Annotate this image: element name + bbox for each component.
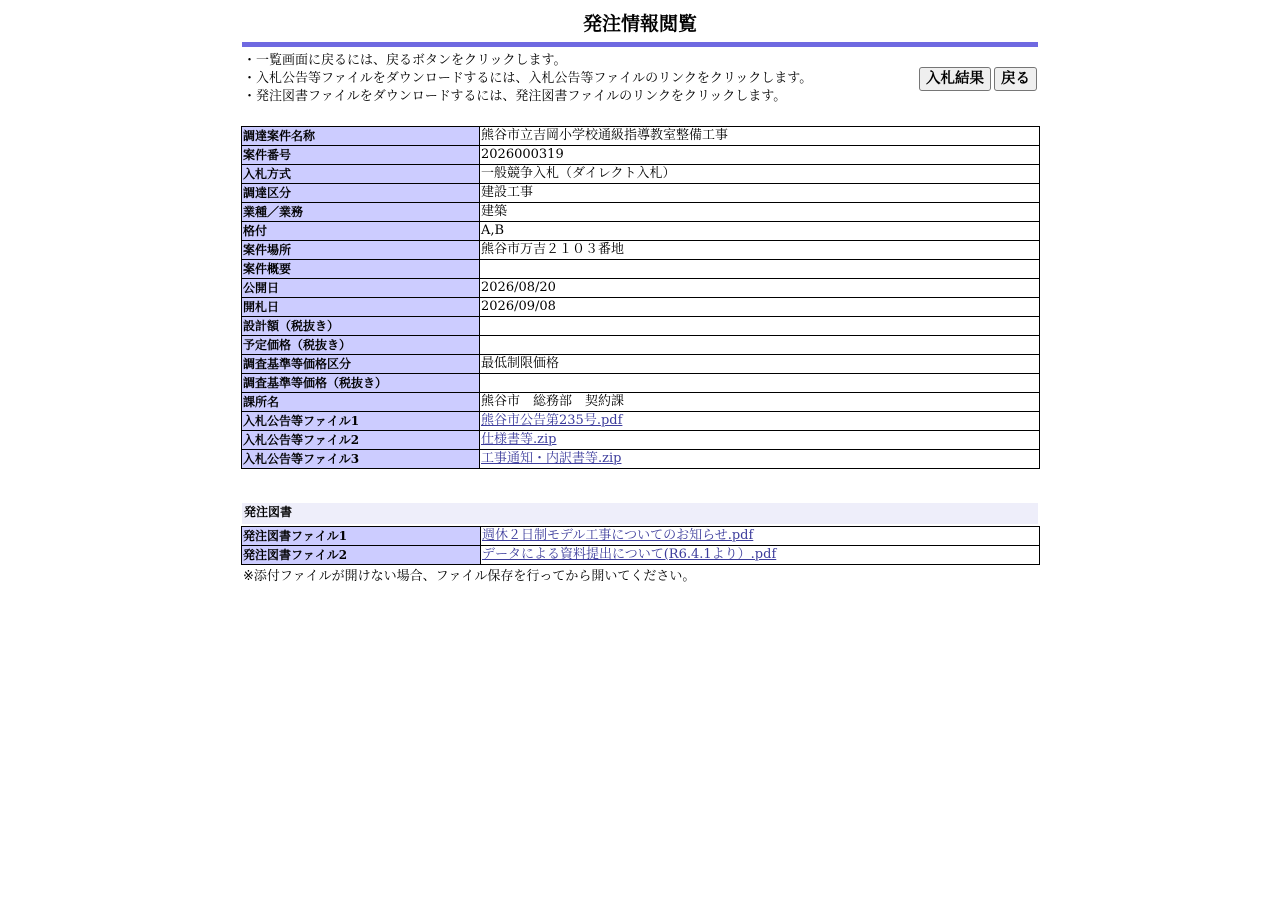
field-label: 格付 xyxy=(242,222,480,241)
field-value xyxy=(480,336,1040,355)
field-value: 熊谷市 総務部 契約課 xyxy=(480,393,1040,412)
docs-section-heading: 発注図書 xyxy=(242,503,1038,524)
field-label: 入札方式 xyxy=(242,165,480,184)
field-value: 2026000319 xyxy=(480,146,1040,165)
table-row xyxy=(242,184,1040,203)
field-label: 公開日 xyxy=(242,279,480,298)
table-row xyxy=(242,260,1040,279)
field-value: 熊谷市万吉２１０３番地 xyxy=(480,241,1040,260)
instructions-area xyxy=(241,47,1039,126)
field-value: 一般競争入札（ダイレクト入札） xyxy=(480,165,1040,184)
instruction-item: ・発注図書ファイルをダウンロードするには、発注図書ファイルのリンクをクリックします。 xyxy=(243,89,787,104)
field-value xyxy=(480,374,1040,393)
field-label: 課所名 xyxy=(242,393,480,412)
table-row xyxy=(242,222,1040,241)
page-container xyxy=(241,0,1039,586)
field-label: 案件番号 xyxy=(242,146,480,165)
field-value xyxy=(481,546,1040,565)
field-label: 調査基準等価格（税抜き） xyxy=(242,374,480,393)
table-row xyxy=(242,317,1040,336)
order-doc-file-1-link[interactable]: 週休２日制モデル工事についてのお知らせ.pdf xyxy=(482,528,754,543)
table-row xyxy=(242,412,1040,431)
field-value: 2026/08/20 xyxy=(480,279,1040,298)
field-value xyxy=(480,317,1040,336)
field-value xyxy=(480,260,1040,279)
page-title: 発注情報閲覧 xyxy=(582,13,697,35)
field-value: 熊谷市立吉岡小学校通級指導教室整備工事 xyxy=(480,127,1040,146)
table-row xyxy=(242,336,1040,355)
instruction-item: ・一覧画面に戻るには、戻るボタンをクリックします。 xyxy=(243,53,567,68)
field-label: 入札公告等ファイル3 xyxy=(242,450,480,469)
table-row xyxy=(242,203,1040,222)
table-row xyxy=(242,355,1040,374)
back-button[interactable]: 戻る xyxy=(994,67,1037,91)
field-label: 予定価格（税抜き） xyxy=(242,336,480,355)
table-row xyxy=(242,298,1040,317)
field-label: 入札公告等ファイル1 xyxy=(242,412,480,431)
field-value xyxy=(481,527,1040,546)
notice-file-3-link[interactable]: 工事通知・内訳書等.zip xyxy=(481,451,622,466)
field-label: 案件概要 xyxy=(242,260,480,279)
field-label: 設計額（税抜き） xyxy=(242,317,480,336)
bid-results-button[interactable]: 入札結果 xyxy=(919,67,991,91)
action-buttons xyxy=(919,67,1037,91)
order-doc-file-2-link[interactable]: データによる資料提出について(R6.4.1より）.pdf xyxy=(482,547,777,562)
docs-table xyxy=(241,526,1040,565)
field-label: 発注図書ファイル1 xyxy=(242,527,481,546)
field-value xyxy=(480,431,1040,450)
field-value xyxy=(480,412,1040,431)
notice-file-1-link[interactable]: 熊谷市公告第235号.pdf xyxy=(481,413,623,428)
table-row xyxy=(242,527,1040,546)
field-value: 建築 xyxy=(480,203,1040,222)
field-label: 調達案件名称 xyxy=(242,127,480,146)
field-label: 開札日 xyxy=(242,298,480,317)
table-row xyxy=(242,431,1040,450)
table-row xyxy=(242,165,1040,184)
table-row xyxy=(242,393,1040,412)
notice-file-2-link[interactable]: 仕様書等.zip xyxy=(481,432,557,447)
field-label: 調達区分 xyxy=(242,184,480,203)
attachment-note: ※添付ファイルが開けない場合、ファイル保存を行ってから開いてください。 xyxy=(243,569,696,584)
instruction-item: ・入札公告等ファイルをダウンロードするには、入札公告等ファイルのリンクをクリックします。 xyxy=(243,71,813,86)
table-row xyxy=(242,546,1040,565)
table-row xyxy=(242,374,1040,393)
field-value: A,B xyxy=(480,222,1040,241)
field-label: 発注図書ファイル2 xyxy=(242,546,481,565)
field-value xyxy=(480,450,1040,469)
table-row xyxy=(242,146,1040,165)
field-value: 最低制限価格 xyxy=(480,355,1040,374)
field-value: 2026/09/08 xyxy=(480,298,1040,317)
table-row xyxy=(242,127,1040,146)
field-label: 入札公告等ファイル2 xyxy=(242,431,480,450)
table-row xyxy=(242,241,1040,260)
field-label: 案件場所 xyxy=(242,241,480,260)
table-row xyxy=(242,279,1040,298)
detail-table xyxy=(241,126,1040,469)
table-row xyxy=(242,450,1040,469)
field-label: 業種／業務 xyxy=(242,203,480,222)
field-label: 調査基準等価格区分 xyxy=(242,355,480,374)
field-value: 建設工事 xyxy=(480,184,1040,203)
